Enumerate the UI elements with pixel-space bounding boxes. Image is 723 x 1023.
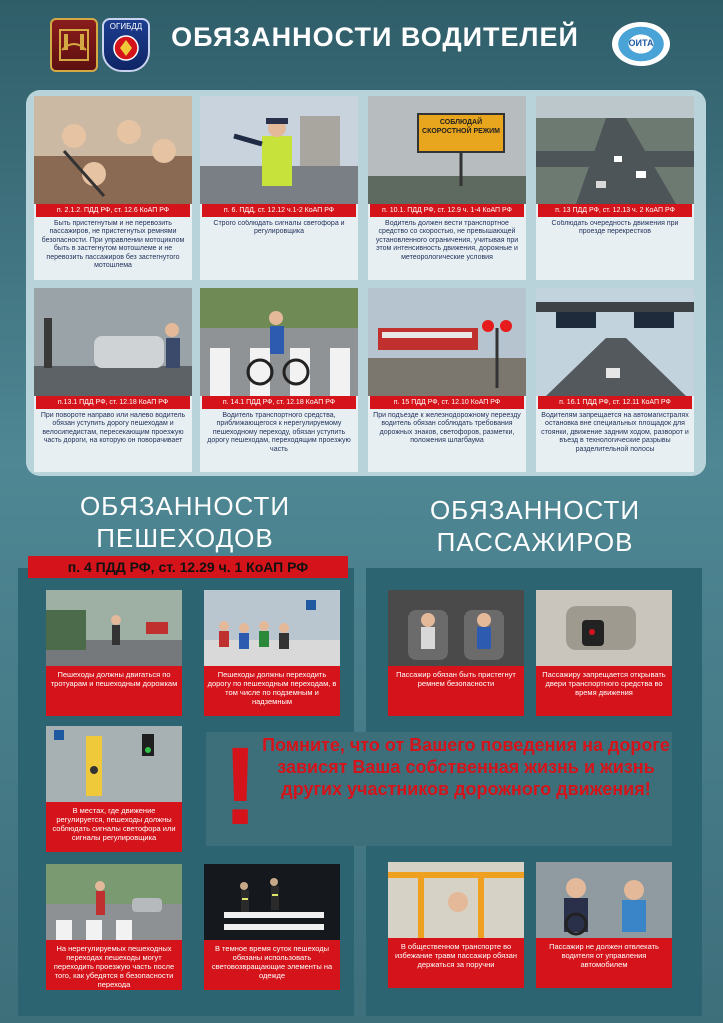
pedestrian-rule-desc: Пешеходы должны переходить дорогу по пешеходным переходам, в том числе по подземным и надземным xyxy=(207,670,337,706)
door-lock-photo xyxy=(536,590,672,666)
pedestrian-rule-desc: Пешеходы должны двигаться по тротуарам и пешеходным дорожкам xyxy=(50,670,178,688)
driver-rule-ref: п. 15 ПДД РФ, ст. 12.10 КоАП РФ xyxy=(370,396,524,409)
driver-rule-desc: Строго соблюдать сигналы светофора и регулировщика xyxy=(213,220,345,236)
driver-rule-desc: Соблюдать очередность движения при проезде перекрестков xyxy=(551,220,679,236)
driver-rule-ref: п.13.1 ПДД РФ, ст. 12.18 КоАП РФ xyxy=(36,396,190,409)
passenger-card xyxy=(536,590,672,716)
driver-rule-ref: п. 6. ПДД, ст. 12.12 ч.1-2 КоАП РФ xyxy=(202,204,356,217)
pedestrian-card xyxy=(204,864,340,990)
pedestrian-card xyxy=(46,726,182,852)
driver-rule-ref: п. 13 ПДД РФ, ст. 12.13 ч. 2 КоАП РФ xyxy=(538,204,692,217)
pedestrians-rule-ref: п. 4 ПДД РФ, ст. 12.29 ч. 1 КоАП РФ xyxy=(28,556,348,578)
passenger-rule-desc: Пассажир не должен отвлекать водителя от управления автомобилем xyxy=(549,942,659,969)
driver-card xyxy=(34,96,192,280)
turning-car-photo xyxy=(34,288,192,396)
driver-rule-desc: Быть пристегнутым и не перевозить пассажиров, не пристегнутых ремнями безопасности. При управлении мотоциклом быть в застегнутом мотошлеме и не перевозить пассажиров без застегнутого мотошлема xyxy=(41,220,185,270)
oita-logo-label: ОИТА xyxy=(628,38,654,48)
pedestrian-card xyxy=(204,590,340,716)
traffic-officer-photo xyxy=(200,96,358,204)
driver-rule-desc: При подъезде к железнодорожному переезду водитель обязан соблюдать требования дорожных знаков, светофоров, разметки, положения шлагбаума xyxy=(373,412,521,445)
highway-photo xyxy=(536,288,694,396)
handrail-photo xyxy=(388,862,524,938)
driver-rule-desc: При повороте направо или налево водитель обязан уступить дорогу пешеходам и велосипедистам, пересекающим проезжую часть дороги, на которую он поворачивает xyxy=(40,412,186,445)
page-title: ОБЯЗАННОСТИ ВОДИТЕЛЕЙ xyxy=(171,22,579,52)
child-seatbelt-photo xyxy=(388,590,524,666)
driver-card xyxy=(536,96,694,280)
driver-card xyxy=(368,96,526,280)
traffic-light-button-photo xyxy=(46,726,182,802)
ogibdd-emblem-label: ОГИБДД xyxy=(109,22,143,31)
passenger-card xyxy=(536,862,672,988)
driver-card xyxy=(536,288,694,472)
driver-rule-ref: п. 14.1 ПДД РФ, ст. 12.18 КоАП РФ xyxy=(202,396,356,409)
seatbelt-photo xyxy=(34,96,192,204)
distracting-driver-photo xyxy=(536,862,672,938)
driver-rule-ref: п. 2.1.2. ПДД РФ, ст. 12.6 КоАП РФ xyxy=(36,204,190,217)
driver-rule-ref: п. 16.1 ПДД РФ, ст. 12.11 КоАП РФ xyxy=(538,396,692,409)
cyclist-crossing-photo xyxy=(200,288,358,396)
sidewalk-photo xyxy=(46,590,182,666)
pedestrians-title: ОБЯЗАННОСТИ ПЕШЕХОДОВ xyxy=(79,491,291,553)
pedestrian-rule-desc: В темное время суток пешеходы обязаны использовать световозвращающие элементы на одежде xyxy=(211,944,333,980)
driver-rule-desc: Водителям запрещается на автомагистралях остановка вне специальных площадок для стоянки, движение задним ходом, разворот и въезд в технологические разрывы разделительной полосы xyxy=(541,412,689,453)
passenger-rule-desc: В общественном транспорте во избежание травм пассажир обязан держаться за поручни xyxy=(394,942,517,969)
pedestrian-card xyxy=(46,864,182,990)
pedestrian-rule-desc: На нерегулируемых пешеходных переходах пешеходы могут переходить проезжую часть после того, как убедятся в безопасности перехода xyxy=(53,944,175,988)
reflective-elements-photo xyxy=(204,864,340,940)
driver-rule-desc: Водитель транспортного средства, приближающегося к нерегулируемому пешеходному переходу, обязан уступить дорогу пешеходам, переходящим проезжую часть xyxy=(207,412,351,453)
city-emblem-icon xyxy=(50,18,98,72)
pedestrian-rule-desc: В местах, где движение регулируется, пешеходы должны соблюдать сигналы светофора или сигналы регулировщика xyxy=(52,806,176,842)
speed-sign-photo xyxy=(368,96,526,204)
speed-sign-text: СОБЛЮДАЙ СКОРОСТНОЙ РЕЖИМ xyxy=(422,119,500,135)
intersection-photo xyxy=(536,96,694,204)
passenger-card xyxy=(388,862,524,988)
pedestrian-card xyxy=(46,590,182,716)
passenger-card xyxy=(388,590,524,716)
driver-rule-ref: п. 10.1. ПДД РФ, ст. 12.9 ч. 1-4 КоАП РФ xyxy=(370,204,524,217)
driver-card xyxy=(368,288,526,472)
exclamation-icon: ! xyxy=(222,725,259,848)
oita-logo-icon xyxy=(612,22,670,66)
children-crossing-photo xyxy=(204,590,340,666)
driver-card xyxy=(34,288,192,472)
railway-crossing-photo xyxy=(368,288,526,396)
unregulated-crossing-photo xyxy=(46,864,182,940)
driver-card xyxy=(200,288,358,472)
driver-rule-desc: Водитель должен вести транспортное средство со скоростью, не превышающей установленного ограничения, учитывая при этом интенсивность движения, дорожные и метеорологические условия xyxy=(375,220,519,261)
passenger-rule-desc: Пассажиру запрещается открывать двери транспортного средства во время движения xyxy=(542,670,666,697)
passengers-title: ОБЯЗАННОСТИ ПАССАЖИРОВ xyxy=(429,495,641,557)
passenger-rule-desc: Пассажир обязан быть пристегнут ремнем безопасности xyxy=(396,670,516,688)
warning-text: Помните, что от Вашего поведения на дороге зависят Ваша собственная жизнь и жизнь других участников дорожного движения! xyxy=(262,735,670,799)
driver-card xyxy=(200,96,358,280)
